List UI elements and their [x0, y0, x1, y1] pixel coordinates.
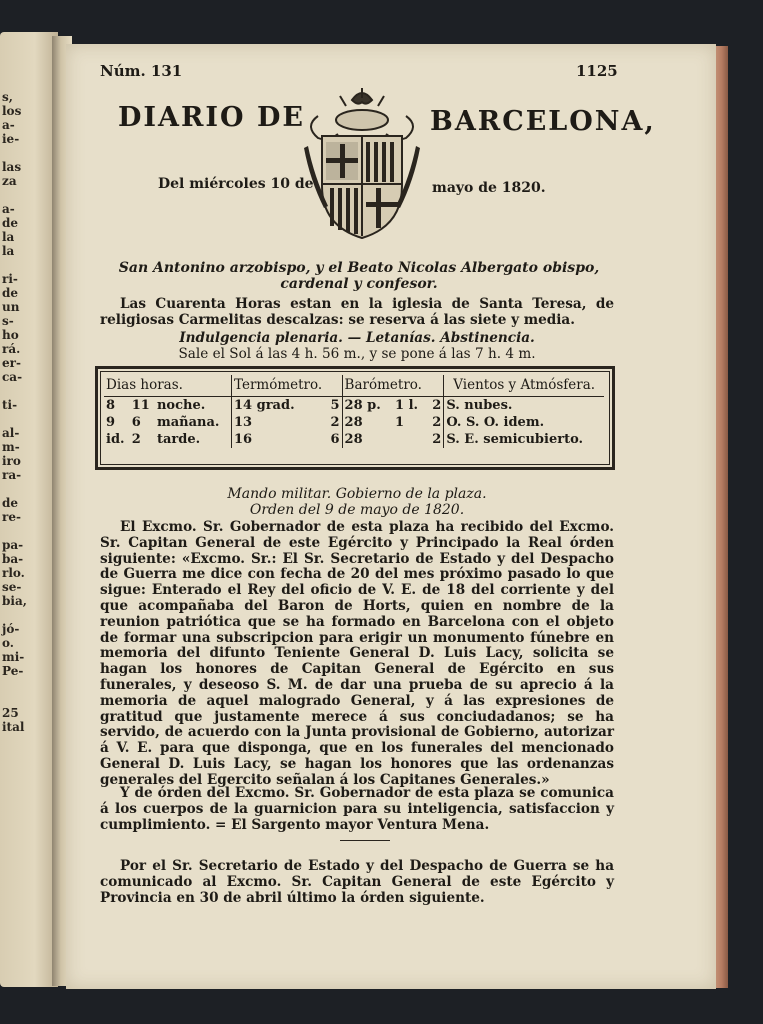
cell-baro-b: 2 — [432, 432, 442, 447]
page-number: 1125 — [576, 62, 618, 80]
saints-of-the-day: San Antonino arzobispo, y el Beato Nicolas Albergato obispo, cardenal y confesor. — [118, 260, 600, 292]
cell-period: noche. — [156, 398, 206, 413]
masthead-title-right: BARCELONA, — [430, 106, 656, 137]
facing-page-line — [0, 678, 27, 692]
cell-period: mañana. — [156, 415, 220, 430]
facing-page-line: se- — [2, 580, 22, 594]
facing-page-line: er- — [2, 356, 21, 370]
cell-hour: 11 — [131, 398, 150, 413]
facing-page-line — [0, 146, 27, 160]
facing-page-line — [0, 692, 27, 706]
issue-number: Núm. 131 — [100, 62, 183, 80]
cell-day: id. — [106, 432, 125, 447]
facing-page-line — [0, 482, 27, 496]
facing-page-line: Pe- — [2, 664, 24, 678]
facing-page-line: ri- — [2, 272, 18, 286]
cell-baro-p: 28 — [342, 414, 393, 431]
facing-page-line — [0, 412, 27, 426]
weather-table — [95, 366, 615, 470]
weather-row — [104, 397, 604, 415]
military-heading: Mando militar. Gobierno de la plaza. — [227, 486, 487, 502]
issue-date-left: Del miércoles 10 de — [158, 176, 314, 192]
facing-page-line: un — [2, 300, 20, 314]
barcelona-coat-of-arms-icon — [300, 86, 424, 244]
cell-baro-b: 2 — [432, 398, 442, 413]
facing-page-line: rlo. — [2, 566, 25, 580]
cell-wind: O. S. O. idem. — [444, 414, 604, 431]
facing-page-line: las — [2, 160, 22, 174]
facing-page-line: rá. — [2, 342, 21, 356]
cell-thermo: 13 — [232, 414, 324, 431]
weather-row — [104, 414, 604, 431]
indulgence-line: Indulgencia plenaria. — Letanías. Abstinencia. — [179, 330, 535, 346]
sunrise-sunset: Sale el Sol á las 4 h. 56 m., y se pone á las 7 h. 4 m. — [178, 346, 536, 362]
cell-wind: S. nubes. — [444, 397, 604, 415]
facing-page-line: la — [2, 230, 15, 244]
cell-wind: S. E. semicubierto. — [444, 431, 604, 448]
military-order-closing: Y de órden del Excmo. Sr. Gobernador de esta plaza se comunica á los cuerpos de la guarnicion para su inteligencia, satisfaccion y cumplimiento. = El Sargento mayor Ventura Mena. — [100, 785, 614, 833]
col-wind: Vientos y Atmósfera. — [444, 375, 604, 397]
facing-page-line: de — [2, 216, 19, 230]
facing-page-line: ra- — [2, 468, 22, 482]
facing-page-line: los — [2, 104, 22, 118]
facing-page-text — [0, 90, 27, 734]
facing-page-line — [0, 384, 27, 398]
cell-thermo: 16 — [232, 431, 324, 448]
cell-baro-l: 1 l. — [395, 398, 419, 413]
facing-page-line: za — [2, 174, 17, 188]
facing-page-line: la — [2, 244, 15, 258]
facing-page-line: m- — [2, 440, 20, 454]
cell-thermo-b: 2 — [330, 415, 340, 430]
cell-thermo: 14 grad. — [232, 397, 324, 415]
cell-baro-b: 2 — [432, 415, 442, 430]
facing-page-line — [0, 524, 27, 538]
facing-page-line: de — [2, 496, 19, 510]
facing-page-line: de — [2, 286, 19, 300]
cell-day: 9 — [106, 415, 116, 430]
section-divider — [340, 840, 390, 841]
facing-page-line — [0, 188, 27, 202]
cell-period: tarde. — [156, 432, 201, 447]
facing-page-line: pa- — [2, 538, 24, 552]
cell-hour: 2 — [131, 432, 141, 447]
masthead-title-left: DIARIO DE — [118, 102, 305, 133]
facing-page-line — [0, 608, 27, 622]
facing-page-line: ital — [2, 720, 25, 734]
facing-page-line: bia, — [2, 594, 27, 608]
facing-page-line: o. — [2, 636, 14, 650]
cell-baro-l — [393, 431, 427, 448]
facing-page-line: 25 — [2, 706, 19, 720]
order-date: Orden del 9 de mayo de 1820. — [249, 502, 465, 518]
facing-page-line: ho — [2, 328, 19, 342]
facing-page-line: a- — [2, 118, 15, 132]
col-barometer: Barómetro. — [342, 375, 444, 397]
facing-page-margin — [0, 32, 58, 987]
facing-page-line: a- — [2, 202, 15, 216]
cell-day: 8 — [106, 398, 116, 413]
forty-hours-notice: Las Cuarenta Horas estan en la iglesia de Santa Teresa, de religiosas Carmelitas descalzas: se reserva á las siete y media. — [100, 296, 614, 329]
cell-baro-l: 1 — [395, 415, 405, 430]
col-days-hours: Dias horas. — [104, 375, 232, 397]
facing-page-line: iro — [2, 454, 21, 468]
facing-page-line: ti- — [2, 398, 18, 412]
facing-page-line — [0, 258, 27, 272]
cell-thermo-b: 6 — [330, 432, 340, 447]
col-thermometer: Termómetro. — [232, 375, 343, 397]
facing-page-line: re- — [2, 510, 21, 524]
cell-thermo-b: 5 — [330, 398, 340, 413]
cell-baro-p: 28 p. — [342, 397, 393, 415]
facing-page-line: al- — [2, 426, 20, 440]
cell-baro-p: 28 — [342, 431, 393, 448]
facing-page-line: ie- — [2, 132, 20, 146]
facing-page-line: jó- — [2, 622, 20, 636]
facing-page-line: mi- — [2, 650, 25, 664]
facing-page-line: s, — [2, 90, 13, 104]
weather-row — [104, 431, 604, 448]
facing-page-line: ca- — [2, 370, 23, 384]
facing-page-line: s- — [2, 314, 14, 328]
final-paragraph: Por el Sr. Secretario de Estado y del Despacho de Guerra se ha comunicado al Excmo. Sr. Capitan General de este Egército y Provincia en 30 de abril último la órden siguiente. — [100, 858, 614, 906]
military-order-body: El Excmo. Sr. Gobernador de esta plaza ha recibido del Excmo. Sr. Capitan General de este Egército y Principado la Real órden siguiente: «Excmo. Sr.: El Sr. Secretario de Estado y del Despacho de Guerra me dice con fecha de 20 del mes próximo pasado lo que sigue: Enterado el Rey del oficio de V. E. de 18 del corriente y del que acompañaba del Baron de Horts, quien en nombre de la reunion patriótica que se ha formado en Barcelona con el objeto de formar una subscripcion para erigir un monumento fúnebre en memoria del difunto Teniente General D. Luis Lacy, solicita se hagan los honores de Capitan General de Egército en sus funerales, y deseoso S. M. de dar una prueba de su aprecio á la memoria de aquel malogrado General, y á las expresiones de gratitud que justamente merece á sus conciudadanos; se ha servido, de acuerdo con la Junta provisional de Gobierno, autorizar á V. E. para que disponga, que en los funerales del mencionado General D. Luis Lacy, se hagan los honores que las ordenanzas generales del Egercito señalan á los Capitanes Generales.» — [100, 519, 614, 788]
cell-hour: 6 — [131, 415, 141, 430]
facing-page-line: ba- — [2, 552, 24, 566]
issue-date-right: mayo de 1820. — [432, 180, 546, 196]
